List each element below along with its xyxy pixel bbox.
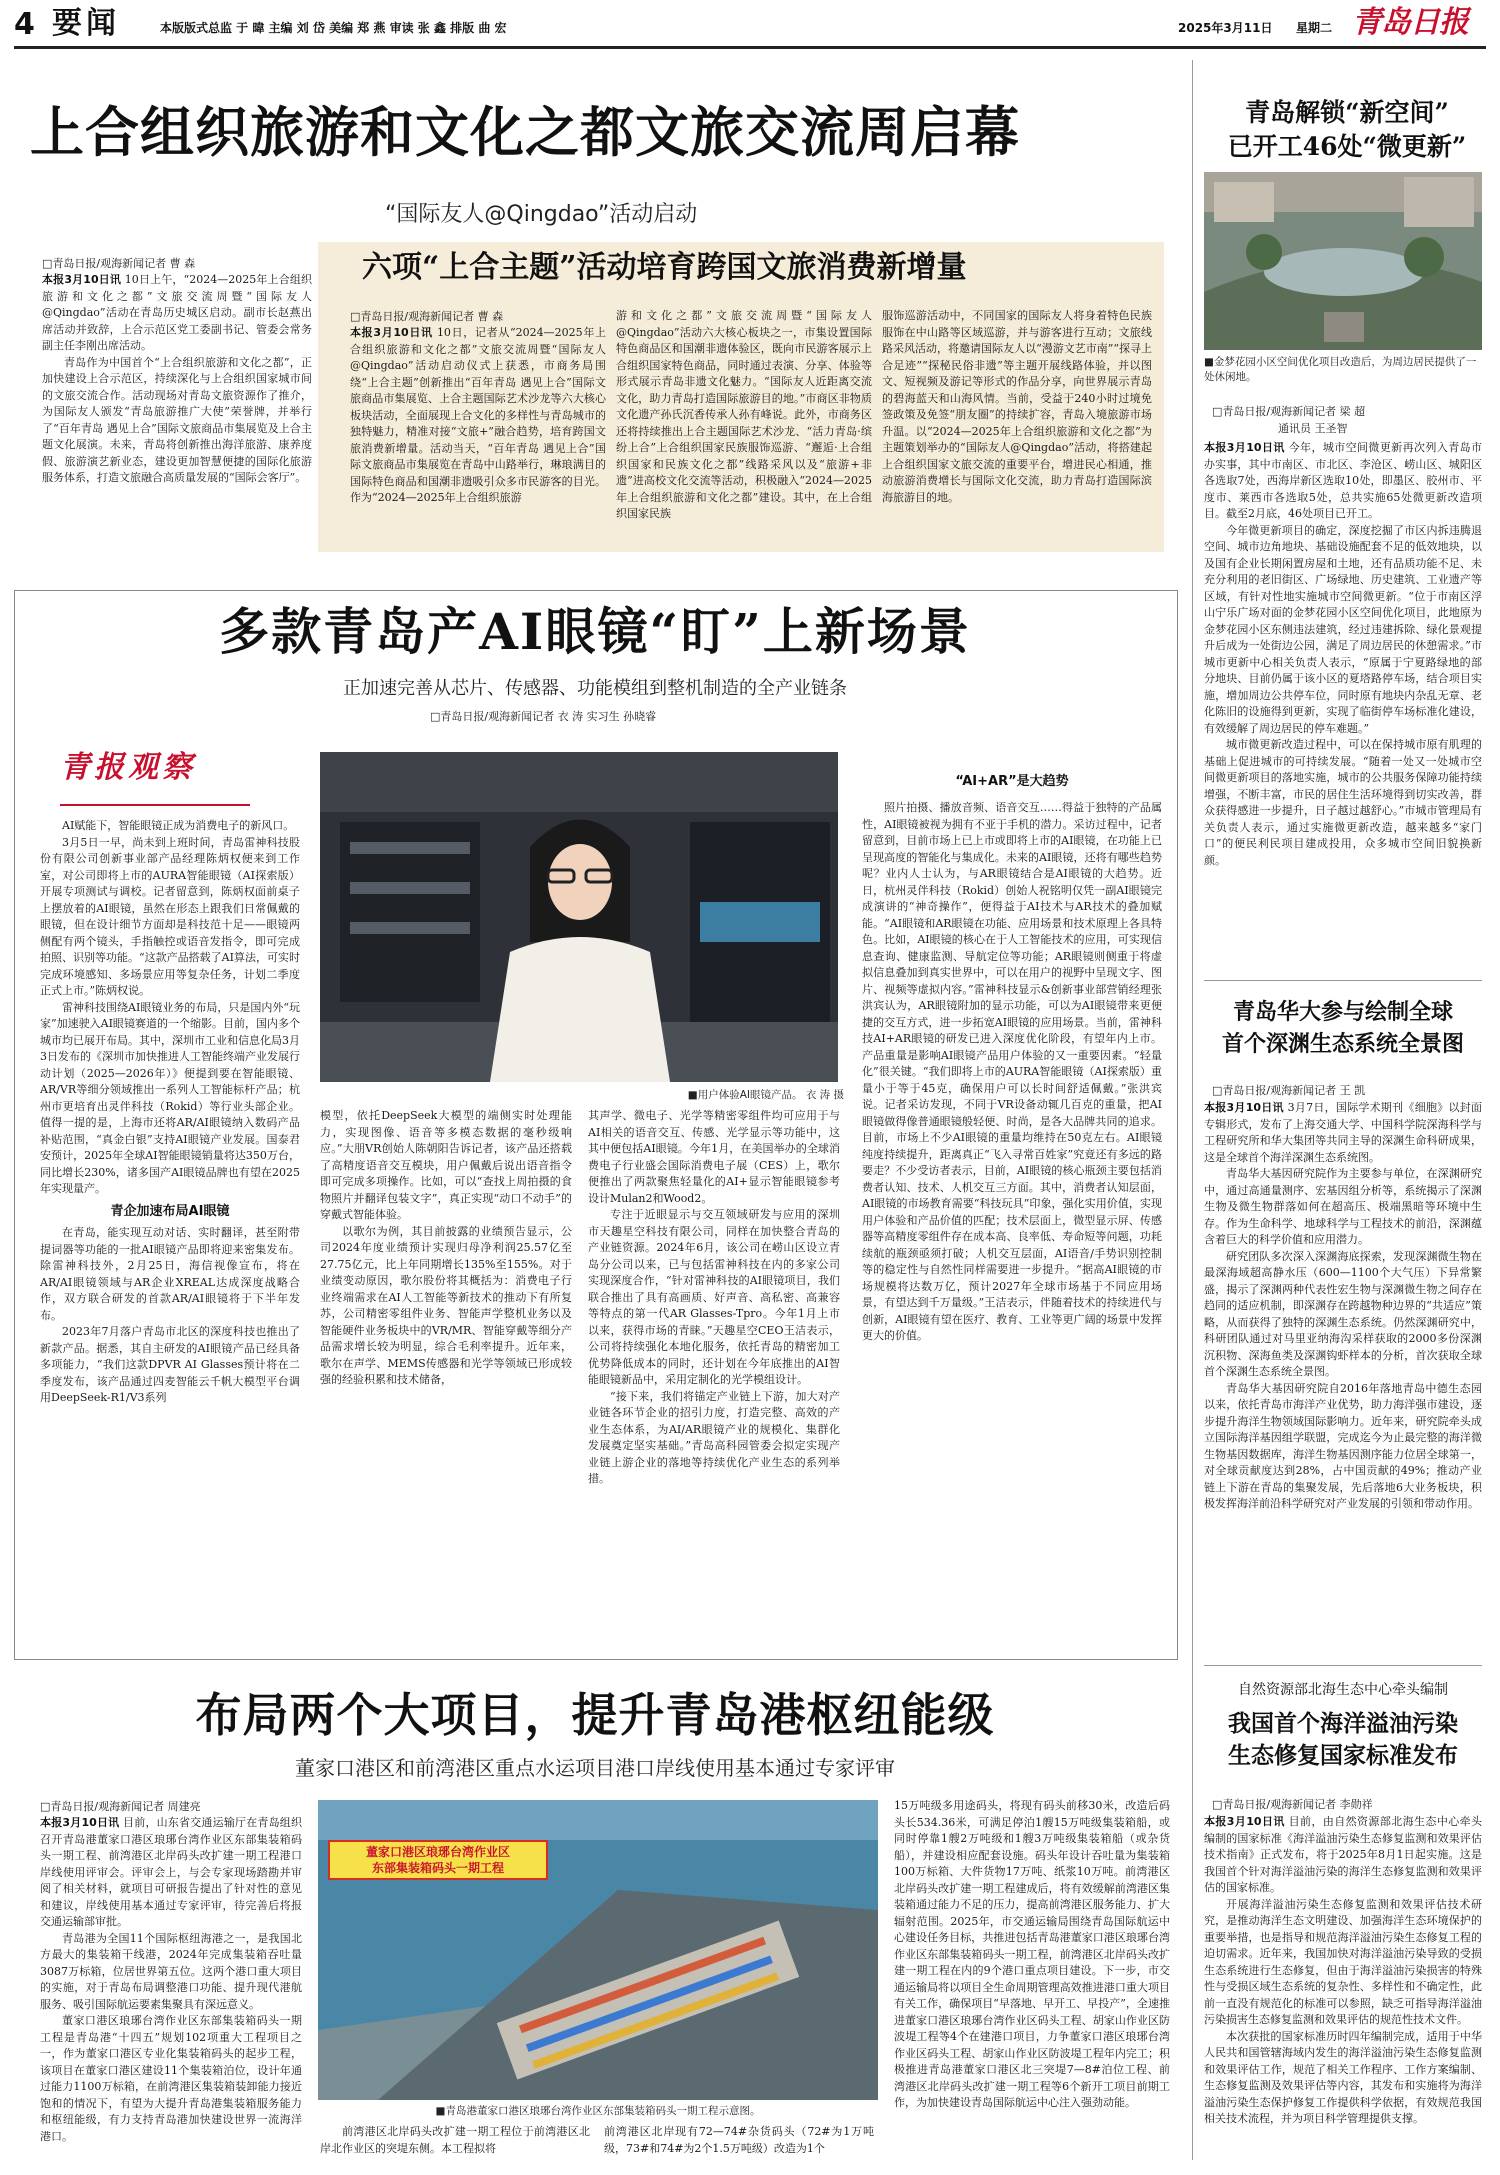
staff-credits: 本版版式总监 于 暐 主编 刘 岱 美编 郑 燕 审读 张 鑫 排版 曲 宏 bbox=[160, 21, 507, 35]
story1-text: 本报3月10日讯 10日上午，“2024—2025年上合组织旅游和文化之都”文旅交流周暨“国际友人@Qingdao”活动在青岛历史城区启动。副市长赵燕出席活动并致辞，上合示范区党工委副书记、管委会常务副主任李刚出席活动。 青岛作为中国首个“上合组织旅游和文化之都”，正加快建设上合示范区，持续深化与上合组织国家城市间的文旅交流合作。活动现场对青岛文旅资源作了推介，为国际友人颁发“青岛旅游推广大使”荣誉牌，并举行了“百年青岛 遇见上合”国际文旅商品市集展览及上合主题文化展演。未来，青岛将创新推出海洋旅游、康养度假、旅游演艺新业态，建设更加智慧便捷的国际化旅游服务体系，打造文旅融合高质量发展的“国际会客厅”。 bbox=[42, 273, 313, 484]
headline-ai-glasses: 多款青岛产AI眼镜“盯”上新场景 bbox=[219, 602, 971, 661]
story1b-col2: 游和文化之都”文旅交流周暨“国际友人@Qingdao”活动六大核心板块之一，市集设置国际特色商品区和国潮非遗体验区，既向市民游客展示上合组织国家特色商品，同时通过表演、分享、体验等形式展示青岛非遗文化魅力。“国际友人近距离交流文化，助力青岛打造国际旅游目的地。”市商区非物质文化遗产孙氏沉香传承人孙有峰说。此外，市商务区还将持续推出上合主题国际艺术沙龙、“活力青岛·缤纷上合”上合组织国家民族服饰巡游、“邂逅·上合组织国家和民族文化之都”线路采风以及“旅游+非遗”进高校文化交流等活动，积极融入“2024—2025年上合组织旅游和文化之都”建设。其中，在上合组织国家民族 bbox=[616, 309, 872, 520]
subhead-shanghe-week: “国际友人@Qingdao”活动启动 bbox=[385, 202, 698, 227]
story2-col2: 模型，依托DeepSeek大模型的端侧实时处理能力，实现图像、语音等多模态数据的毫秒级响应。”大朋VR创始人陈朝阳告诉记者，该产品还搭载了高精度语音交互模块，用户佩戴后说出语音指令即可完成多项操作。比如，可以“查找上周拍摄的食物照片并翻译包装文字”，真正实现“动口不动手”的穿戴式智能体验。 以歌尔为例，其目前披露的业绩预告显示，公司2024年度业绩预计实现归母净利润25.57亿至27.75亿元，比上年同期增长135%至155%。对于业绩变动原因，歌尔股份将其概括为：消费电子行业终端需求在AI人工智能等新技术的推动下有所复苏，公司精密零组件业务、智能声学整机业务以及智能硬件业务板块中的VR/MR、智能穿戴等细分产品需求增长较为明显，综合毛利率提升。近年来，歌尔在声学、MEMS传感器和光学等领域已形成较强的经验积累和技术储备， bbox=[320, 1109, 572, 1386]
story3-bottom-col2: 前湾港区北岸现有72—74#杂货码头（72#为1万吨级，73#和74#为2个1.5万吨级）改造为1个 bbox=[604, 2125, 874, 2155]
masthead-logo: 青岛日报 bbox=[1352, 5, 1468, 40]
story2-col3: 其声学、微电子、光学等精密零组件均可应用于与AI相关的语音交互、传感、光学显示等功能中，这其中便包括AI眼镜。今年1月，在美国举办的全球消费电子行业盛会国际消费电子展（CES）上，歌尔便推出了两款聚焦轻量化的AI+显示智能眼镜参考设计Mulan2和Wood2。 专注于近眼显示与交互领域研发与应用的深圳市天趣星空科技有限公司，同样在加快整合青岛的产业链资源。2024年6月，该公司在崂山区设立青岛分公司以来，已与包括雷神科技在内的多家公司实现深度合作，“针对雷神科技的AI眼镜项目，我们联合推出了具有高画质、好声音、高私密、高兼容等特点的第一代AR Glasses-Tpro。今年1月上市以来，获得市场的青睐。”天趣星空CEO王洁表示，公司将持续强化本地化服务，依托青岛的精密加工优势降低成本的同时，还计划在今年底推出的AI智能眼镜新品中，采用定制化的光学模组设计。 “接下来，我们将锚定产业链上下游，加大对产业链各环节企业的招引力度，打造完整、高效的产业生态体系，为AI/AR眼镜产业的规模化、集群化发展奠定坚实基础。”青岛高科园管委会拟定实现产业链上游企业的落地等持续优化产业生态的系列举措。 bbox=[588, 1109, 840, 1485]
page-number: 4 bbox=[14, 7, 35, 42]
story3-col1: 本报3月10日讯 目前，山东省交通运输厅在青岛组织召开青岛港董家口港区琅琊台湾作业区东部集装箱码头一期工程、前湾港区北岸码头改扩建一期工程港口岸线使用评审会。评审会上，与会专家现场踏勘并审阅了相关材料，就项目可研报告提出了针对性的意见和建议，岸线使用基本通过专家评审，待完善后将报交通运输部审批。 青岛港为全国11个国际枢纽海港之一，是我国北方最大的集装箱干线港，2024年完成集装箱吞吐量3087万标箱，位居世界第五位。这两个港口重大项目的实施，对于青岛布局调整港口功能、提升现代港航服务、吸引国际航运要素集聚具有深远意义。 董家口港区琅琊台湾作业区东部集装箱码头一期工程是青岛港“十四五”规划102项重大工程项目之一，作为董家口港区专业化集装箱码头的起步工程，该项目在董家口港区建设11个集装箱泊位，设计年通过能力1100万标箱，在前湾港区集装箱装卸能力接近饱和的情况下，有望为大提升青岛港集装箱服务能力和枢纽能级，有力支持青岛港加快建设世界一流海洋港口。 bbox=[40, 1816, 302, 2143]
story3-col-right: 15万吨级多用途码头，将现有码头前移30米，改造后码头长534.36米，可满足停泊1艘15万吨级集装箱船，或同时停靠1艘2万吨级和1艘3万吨级集装箱船（或杂货船），并建设相应配套设施。码头年设计吞吐量为集装箱100万标箱、大件货物17万吨、纸浆10万吨。前湾港区北岸码头改扩建一期工程建成后，将有效缓解前湾港区集装箱通过能力不足的压力，提高前湾港区服务能力、扩大辐射范围。2025年，市交通运输局围绕青岛国际航运中心建设任务目标，共推进包括青岛港董家口港区琅琊台湾作业区东部集装箱码头一期工程，前湾港区北岸码头改扩建一期工程在内的9个港口重点项目建设。下一步，市交通运输局将以项目全生命周期管理高效推进港口重大项目有关工作，确保项目“早落地、早开工、早投产”，全速推进董家口港区琅琊台湾作业区码头工程、胡家山作业区防波堤工程等4个在建港口项目，力争董家口港区琅琊台湾作业区码头工程、胡家山作业区防波堤工程年内完工；积极推进青岛港董家口港区北三突堤7—8#泊位工程、前湾港区北岸码头改扩建一期工程等6个新开工项目前期工作，为加快建设青岛国际航运中心注入强劲动能。 bbox=[894, 1799, 1170, 2109]
side2-text: 本报3月10日讯 3月7日，国际学术期刊《细胞》以封面专辑形式，发布了上海交通大学、中国科学院深海科学与工程研究所和华大集团等共同主导的深渊生命科研成果，这是全球首个海洋深渊生态系统图。 青岛华大基因研究院作为主要参与单位，在深渊研究中，通过高通量测序、宏基因组分析等，系统揭示了深渊生物及微生物群落如何在超高压、极端黑暗等环境中生存。作为生命科学、地球科学与工程技术的前沿，深渊蕴含着巨大的科学价值和应用潜力。 研究团队多次深入深渊海底探索，发现深渊微生物在最深海域超高静水压（600—1100个大气压）下异常繁盛，揭示了深渊两种代表性宏生物与深渊微生物之间存在趋同的适应机制，即深渊存在跨越物种边界的“共适应”策略，从而获得了独特的深渊生态系统。仍然深渊研究中，科研团队通过对马里亚纳海沟采样获取的2000多份深渊沉积物、深海鱼类及深渊钩虾样本的分析，首次获取全球首个深渊生态系统全景图。 青岛华大基因研究院自2016年落地青岛中德生态园以来，依托青岛市海洋产业优势，助力海洋强市建设，逐步提升海洋生物领域国际影响力。近年来，研究院牵头成立国际海洋基因组学联盟，完成迄今为止最完整的海洋微生物基因数据库，海洋生物基因测序能力位居全球第一，对全球贡献度达到28%，占中国贡献的49%；推动产业链上下游在青岛的集聚发展，先后落地6大业务板块，积极发挥海洋前沿科学研究对产业发展的引领和带动作用。 bbox=[1204, 1101, 1482, 1510]
garden-photo-caption: ■金梦花园小区空间优化项目改造后，为周边居民提供了一处休闲地。 bbox=[1204, 356, 1477, 383]
story1b-col3: 服饰巡游活动中，不同国家的国际友人将身着特色民族服饰在中山路等区域巡游，并与游客进行互动；文旅线路采风活动，将邀请国际友人以“漫游文艺市南”“探寻上合足迹”“探秘民俗非遗”等主题开展线路体验，并以图文、短视频及游记等形式的作品分享，向世界展示青岛的碧海蓝天和山海风情。当前，受益于240小时过境免签政策及免签“朋友圈”的持续扩容，青岛入境旅游市场升温。以“2024—2025年上合组织旅游和文化之都”为主题策划举办的“国际友人@Qingdao”活动，将搭建起上合组织国家文旅交流的重要平台，增进民心相通，推动旅游消费增长与国际文化交流，助力青岛打造国际滨海旅游目的地。 bbox=[882, 309, 1152, 504]
section-name: 要闻 bbox=[52, 6, 120, 41]
page-header bbox=[0, 0, 1500, 52]
side1-text: 本报3月10日讯 今年，城市空间微更新再次列入青岛市办实事，其中市南区、市北区、李沧区、崂山区、城阳区各选取7处，西海岸新区选取10处，即墨区、胶州市、平度市、莱西市各选取5处，总共实施65处微更新改造项目。截至2月底，46处项目已开工。 今年微更新项目的确定，深度挖掘了市区内拆违腾退空间、城市边角地块、基础设施配套不足的低效地块，以及国有企业长期闲置房屋和土地，还有品质功能不足、未充分利用的老旧街区、广场绿地、历史建筑、工业遗产等区域，有针对性地实施城市空间微更新。“位于市南区浮山宁乐广场对面的金梦花园小区空间优化项目，此地原为金梦花园小区东侧违法建筑，经过违建拆除、绿化景观提升后成为一处街边公园，满足了周边居民的休憩需求。”市城市更新中心相关负责人表示，“原属于宁夏路绿地的部分地块、目前仍属于该小区的夏塔路停车场，结合项目实施，增加周边公共停车位，同时原有地块内杂乱无章、老化陈旧的设施得到更新，实现了临街停车场标准化建设，有效缓解了周边居民的停车难题。” 城市微更新改造过程中，可以在保持城市原有肌理的基础上促进城市的可持续发展。“随着一处又一处城市空间微更新项目的落地实施，城市的公共服务保障功能持续增强，不断丰富，市民的居住生活环境得到切实改善，群众获得感进一步提升，日子越过越舒心。”市城市管理局有关负责人表示，通过实施微更新改造，越来越多“家门口”的便民利民项目建成投用，众多城市空间旧貌换新颜。 bbox=[1204, 441, 1482, 867]
port-rendering-caption: ■青岛港董家口港区琅琊台湾作业区东部集装箱码头一期工程示意图。 bbox=[435, 2105, 761, 2117]
sidebar-divider bbox=[1192, 60, 1193, 2160]
garden-photo-image bbox=[1204, 172, 1482, 350]
byline-story3: □青岛日报/观海新闻记者 周建亮 bbox=[40, 1800, 201, 1813]
headline-six-activities: 六项“上合主题”活动培育跨国文旅消费新增量 bbox=[362, 250, 967, 285]
column-logo bbox=[60, 740, 250, 806]
side3-kicker: 自然资源部北海生态中心牵头编制 bbox=[1238, 1682, 1448, 1698]
ai-glasses-photo bbox=[320, 752, 838, 1082]
story3-bottom-col1: 前湾港区北岸码头改扩建一期工程位于前湾港区北岸北作业区的突堤东侧。本工程拟将 bbox=[320, 2125, 590, 2155]
subhead-port: 董家口港区和前湾港区重点水运项目港口岸线使用基本通过专家评审 bbox=[295, 1756, 895, 1780]
issue-date: 2025年3月11日 bbox=[1178, 21, 1273, 35]
side2-headline-l2: 首个深渊生态系统全景图 bbox=[1221, 1031, 1464, 1057]
headline-port: 布局两个大项目，提升青岛港枢纽能级 bbox=[195, 1688, 995, 1742]
ai-glasses-photo-caption: ■用户体验AI眼镜产品。 衣 涛 摄 bbox=[687, 1089, 844, 1101]
story2-col1: AI赋能下，智能眼镜正成为消费电子的新风口。 3月5日一早，尚未到上班时间，青岛雷神科技股份有限公司创新事业部产品经理陈炳权便来到工作室，对公司即将上市的AURA智能眼镜（AI探索版）开展专项测试与调校。记者留意到，陈炳权面前桌子上摆放着的AI眼镜，虽然在形态上跟我们日常佩戴的眼镜，但在设计细节方面却是科技范十足——眼镜两侧配有两个镜头，手指触控或语音发指令，即可完成拍照、识别等功能。“这款产品搭载了AI算法，可实时完成环境感知、多场景应用等复杂任务，计划二季度正式上市。”陈炳权说。 雷神科技围绕AI眼镜业务的布局，只是国内外“玩家”加速驶入AI眼镜赛道的一个缩影。目前，国内多个城市均已展开布局。其中，深圳市工业和信息化局3月3日发布的《深圳市加快推进人工智能终端产业发展行动计划（2025—2026年）》便提到要在智能眼镜、AR/VR等细分领域推出一系列人工智能标杆产品；杭州市更培育出灵伴科技（Rokid）等行业头部企业。值得一提的是，上海市还将AR/AI眼镜纳入数码产品补贴范围，“真金白银”支持AI眼镜产业发展。国泰君安预计，2025年全球AI智能眼镜销量将达350万台，同比增长230%，诸多国产AI眼镜品牌也有望在2025年实现量产。 青企加速布局AI眼镜 在青岛，能实现互动对话、实时翻译，甚至附带提词器等功能的一批AI眼镜产品即将迎来密集发布。除雷神科技外，2月25日，海信视像宣布，将在AR/AI眼镜领域与AR企业XREAL达成深度战略合作，双方联合研发的首款AR/AI眼镜将于下半年发布。 2023年7月落户青岛市北区的深度科技也推出了新款产品。据悉，其自主研发的AI眼镜产品已经具备多项能力，“我们这款DPVR AI Glasses预计将在二季度发布，该产品通过四麦智能云千帆大模型平台调用DeepSeek-R1/V3系列 bbox=[40, 819, 300, 1404]
byline-side2: □青岛日报/观海新闻记者 王 凯 bbox=[1212, 1084, 1366, 1097]
byline-side1: □青岛日报/观海新闻记者 梁 超 通讯员 王圣智 bbox=[1212, 405, 1366, 435]
byline-side3: □青岛日报/观海新闻记者 李勋祥 bbox=[1212, 1798, 1373, 1811]
port-rendering bbox=[318, 1800, 878, 2100]
byline-story1: □青岛日报/观海新闻记者 曹 森 bbox=[42, 257, 196, 270]
port-rendering-label: 董家口港区琅琊台湾作业区 东部集装箱码头一期工程 bbox=[328, 1840, 548, 1880]
subtitle-ai-ar: “AI+AR”是大趋势 bbox=[955, 774, 1069, 789]
byline-story1b: □青岛日报/观海新闻记者 曹 森 bbox=[350, 310, 504, 323]
side1-headline-l1: 青岛解锁“新空间” bbox=[1245, 98, 1449, 127]
ai-glasses-photo-image bbox=[320, 752, 838, 1082]
byline-story2: □青岛日报/观海新闻记者 衣 涛 实习生 孙晓睿 bbox=[430, 710, 657, 723]
side3-top-rule bbox=[1204, 1665, 1482, 1666]
story2-col4: 照片拍摄、播放音频、语音交互……得益于独特的产品属性，AI眼镜被视为拥有不亚于手机的潜力。采访过程中，记者留意到，目前市场上已上市或即将上市的AI眼镜，在功能上已呈现高度的智能化与集成化。未来的AI眼镜，还将有哪些趋势呢？业内人士认为，与AR眼镜结合是AI眼镜的大趋势。近日，杭州灵伴科技（Rokid）创始人祝铭明仅凭一副AI眼镜完成演讲的“神奇操作”，便得益于AI技术与AR技术的叠加赋能。“AI眼镜和AR眼镜在功能、应用场景和技术原理上各具特色。比如，AI眼镜的核心在于人工智能技术的应用，可实现信息查询、健康监测、导航定位等功能；AR眼镜则侧重于将虚拟信息叠加到真实世界中，可以在用户的视野中呈现文字、图片、视频等虚拟内容。”雷神科技显示&创新事业部营销经理张洪宾认为，AR眼镜附加的显示功能，可以为AI眼镜带来更便捷的交互方式，进一步拓宽AI眼镜的应用场景。当前，雷神科技AI+AR眼镜的研发已进入深度优化阶段，有望年内上市。产品重量是影响AI眼镜产品用户体验的又一重要因素。“轻量化”很关键。“我们即将上市的AURA智能眼镜（AI探索版）重量小于等于45克，确保用户可以长时间舒适佩戴。”张洪宾说。记者采访发现，不同于VR设备动辄几百克的重量，把AI眼镜做得像普通眼镜般轻便、时尚，是各大品牌共同的追求。目前，市场上不少AI眼镜的重量均维持在50克左右。AI眼镜纯度持续提升，距离真正“飞入寻常百姓家”究竟还有多远的路要走？不少受访者表示，目前，AI眼镜的核心瓶颈主要包括消费者认知、技术、人机交互三方面。其中，消费者认知层面，AI眼镜的市场教育需要“科技玩具”印象，强化实用价值，实现用户体验和产品价值的匹配；技术层面上，微型显示屏、传感器等高精度零组件存在成本高、良率低、寿命短等问题，功耗续航的瓶颈亟须打破；人机交互层面，AI语音/手势识别控制等的稳定性与自然性同样需要进一步提升。“据高AI眼镜的市场规模将达数万亿，预计2027年全球市场基于不同应用场景，有望达到千万量级。”王洁表示，伴随着技术的持续进代与创新，AI眼镜有望在医疗、教育、工业等更广阔的场景中发挥更大的价值。 bbox=[862, 801, 1162, 1342]
header-rule bbox=[14, 46, 1486, 49]
story1b-col1: 本报3月10日讯 10日，记者从“2024—2025年上合组织旅游和文化之都”文旅交流周暨“国际友人@Qingdao”活动启动仪式上获悉，市商务局围绕“上合主题”创新推出“百年青岛 遇见上合”国际文旅商品市集展览、上合主题国际艺术沙龙等六大核心板块活动，全面展现上合文化的多样性与青岛城市的独特魅力，精准对接“文旅+”融合趋势，培育跨国文旅消费新增量。活动当天，“百年青岛 遇见上合”国际文旅商品市集展览在青岛中山路举行，琳琅满目的国际特色商品和国潮非遗吸引众多市民游客的目光。作为“2024—2025年上合组织旅游 bbox=[350, 326, 606, 504]
side3-headline-l2: 生态修复国家标准发布 bbox=[1228, 1742, 1458, 1769]
subhead-ai-glasses: 正加速完善从芯片、传感器、功能模组到整机制造的全产业链条 bbox=[343, 678, 847, 699]
side3-text: 本报3月10日讯 目前，由自然资源部北海生态中心牵头编制的国家标准《海洋溢油污染生态修复监测和效果评估技术指南》正式发布，将于2025年8月1日起实施。这是我国首个针对海洋溢油污染的海洋生态修复监测和效果评估的国家标准。 开展海洋溢油污染生态修复监测和效果评估技术研究，是推动海洋生态文明建设、加强海洋生态环境保护的重要举措，也是指导和规范海洋溢油污染生态修复工程的迫切需求。近年来，我国加快对海洋溢油污染导致的受损生态系统进行生态修复，但由于海洋溢油污染损害的特殊性与受损区域生态系统的复杂性、多样性和不确定性，此前一直没有规范化的标准可以参照，缺乏可指导海洋溢油污染损害生态修复监测和效果评估的规范性技术文件。 本次获批的国家标准历时四年编制完成，适用于中华人民共和国管辖海域内发生的海洋溢油污染生态修复监测和效果评估工作，规范了相关工作程序、工作方案编制、生态修复监测及效果评估等内容，其发布和实施将为海洋溢油污染生态保护修复工作提供科学依据，有效规范我国相关技术流程，并为项目科学管理提供支撑。 bbox=[1204, 1815, 1482, 2125]
side2-top-rule bbox=[1204, 980, 1482, 981]
garden-photo bbox=[1204, 172, 1482, 350]
headline-shanghe-week: 上合组织旅游和文化之都文旅交流周启幕 bbox=[30, 100, 1020, 164]
side2-headline-l1: 青岛华大参与绘制全球 bbox=[1232, 999, 1453, 1025]
side3-headline-l1: 我国首个海洋溢油污染 bbox=[1228, 1710, 1458, 1737]
issue-weekday: 星期二 bbox=[1296, 21, 1333, 35]
side1-headline-l2: 已开工46处“微更新” bbox=[1227, 132, 1467, 161]
column-logo-text: 青报观察 bbox=[60, 750, 196, 785]
